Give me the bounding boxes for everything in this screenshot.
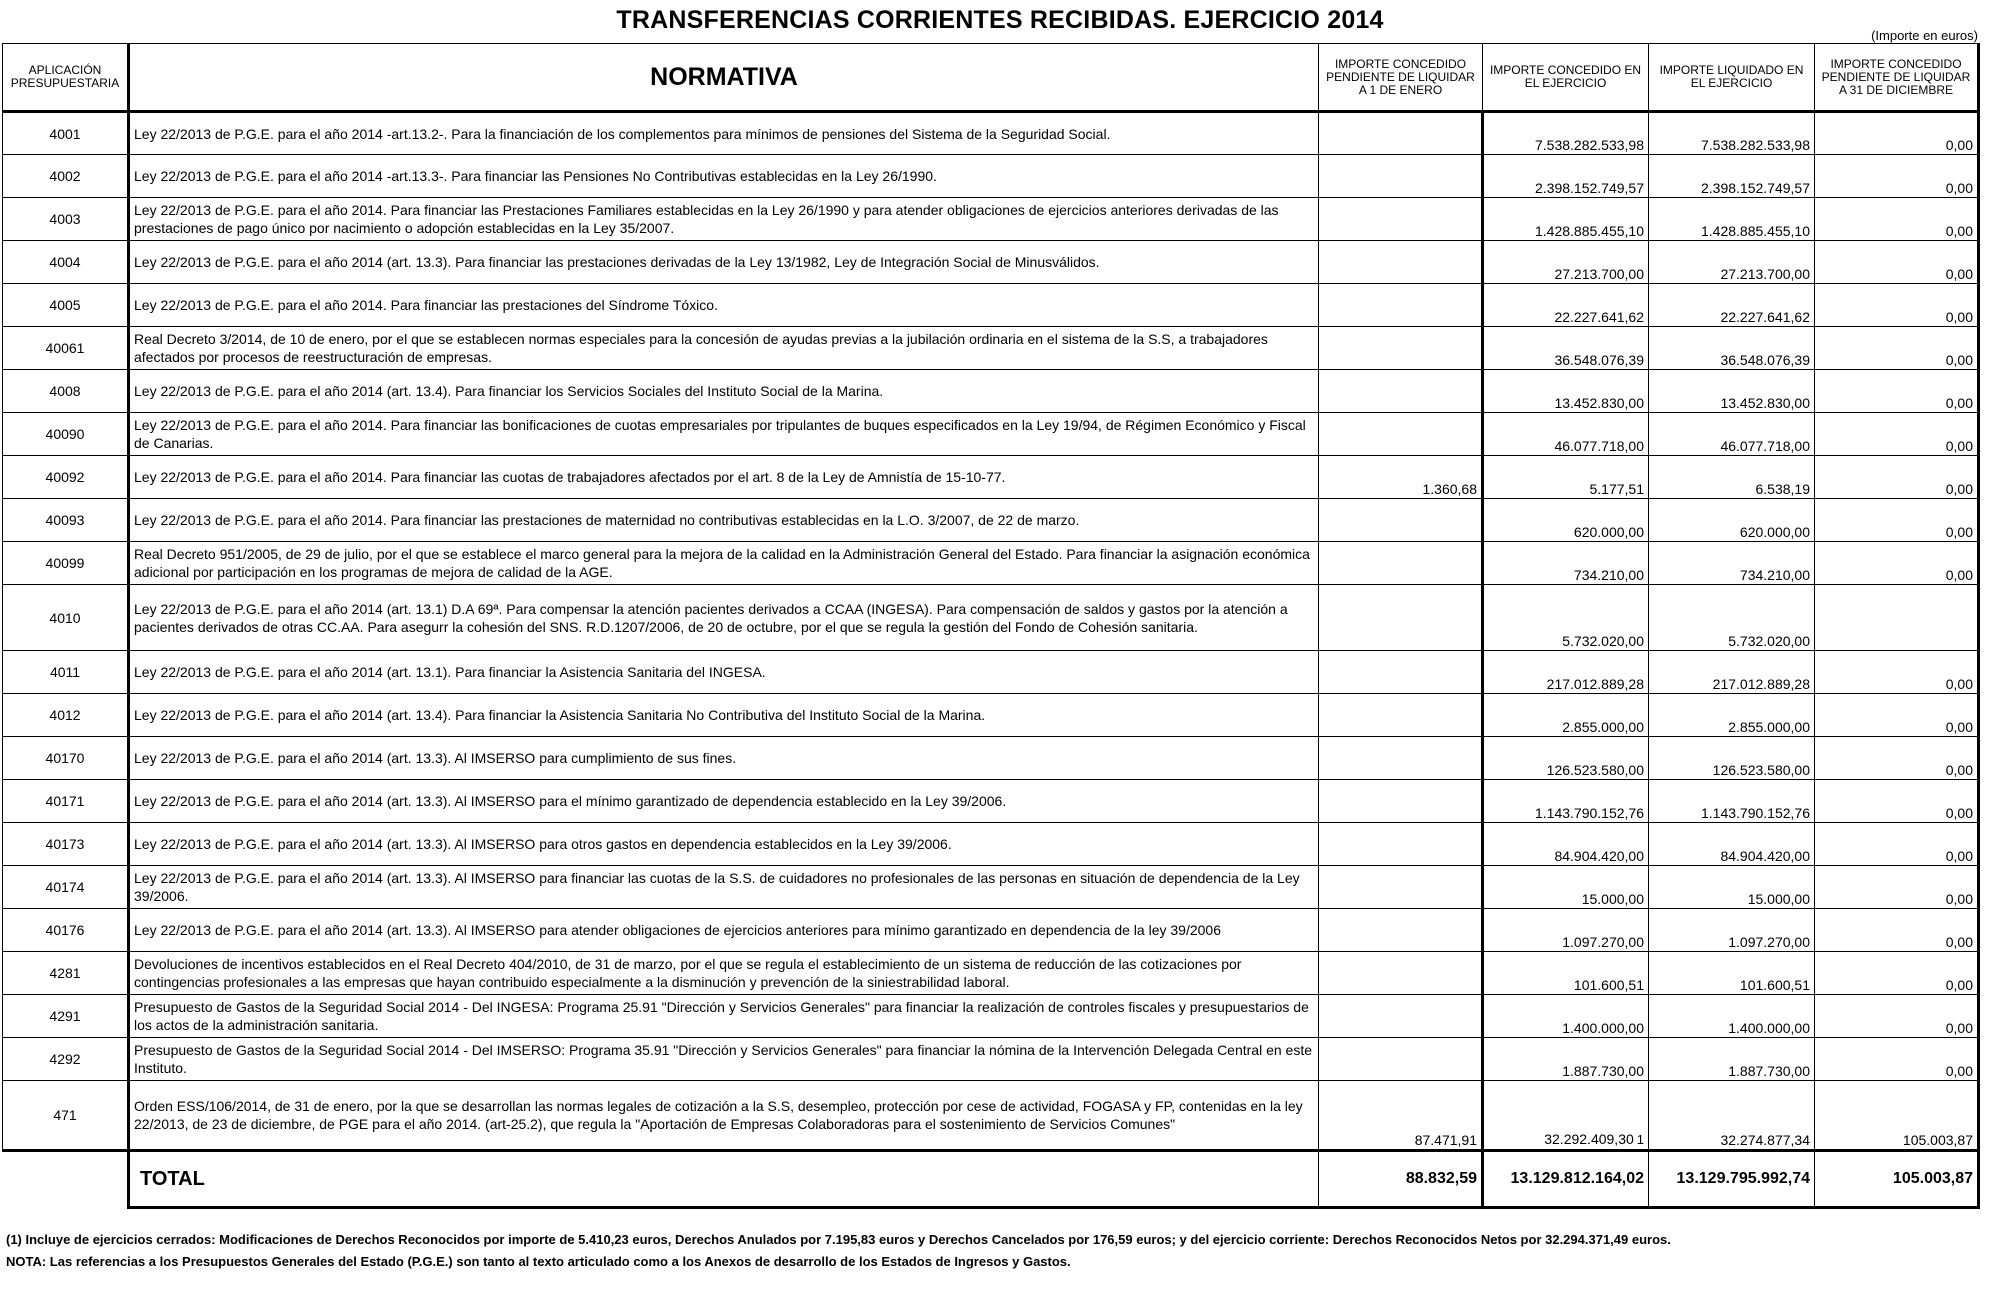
pendiente-fin-value: 0,00: [1815, 327, 1979, 370]
liquidado-value: 22.227.641,62: [1649, 284, 1815, 327]
header-concedido: IMPORTE CONCEDIDO EN EL EJERCICIO: [1483, 44, 1649, 112]
normativa-text: Ley 22/2013 de P.G.E. para el año 2014 (art. 13.3). Al IMSERSO para financiar las cuotas de la S.S. de cuidadores no profesionales de las personas en situación de dependencia de la Ley 39/2006.: [129, 866, 1319, 909]
normativa-text: Ley 22/2013 de P.G.E. para el año 2014 (art. 13.1) D.A 69ª. Para compensar la atención pacientes derivados a CCAA (INGESA). Para compensación de saldos y gastos por la atención a pacientes derivados de otras CC.AA. Para asegurr la cohesión del SNS. R.D.1207/2006, de 20 de octubre, por el que se regula la gestión del Fondo de Cohesión sanitaria.: [129, 585, 1319, 651]
pendiente-fin-value: 0,00: [1815, 284, 1979, 327]
normativa-text: Ley 22/2013 de P.G.E. para el año 2014 -art.13.2-. Para la financiación de los complementos para mínimos de pensiones del Sistema de la Seguridad Social.: [129, 112, 1319, 155]
pendiente-fin-value: 0,00: [1815, 456, 1979, 499]
total-pendiente-inicio: 88.832,59: [1319, 1151, 1483, 1208]
liquidado-value: 126.523.580,00: [1649, 737, 1815, 780]
pendiente-fin-value: 0,00: [1815, 866, 1979, 909]
pendiente-fin-value: 0,00: [1815, 780, 1979, 823]
aplicacion-code: 40093: [3, 499, 129, 542]
pendiente-fin-value: 0,00: [1815, 737, 1979, 780]
pendiente-inicio-value: [1319, 327, 1483, 370]
pendiente-inicio-value: 87.471,91: [1319, 1081, 1483, 1151]
liquidado-value: 101.600,51: [1649, 952, 1815, 995]
normativa-text: Ley 22/2013 de P.G.E. para el año 2014 (art. 13.3). Para financiar las prestaciones derivadas de la Ley 13/1982, Ley de Integración Social de Minusválidos.: [129, 241, 1319, 284]
aplicacion-code: 40061: [3, 327, 129, 370]
pendiente-inicio-value: [1319, 651, 1483, 694]
liquidado-value: 620.000,00: [1649, 499, 1815, 542]
concedido-value: 620.000,00: [1483, 499, 1649, 542]
normativa-text: Real Decreto 3/2014, de 10 de enero, por el que se establecen normas especiales para la concesión de ayudas previas a la jubilación ordinaria en el sistema de la S.S, a trabajadores afectados por procesos de reestructuración de empresas.: [129, 327, 1319, 370]
header-liquidado: IMPORTE LIQUIDADO EN EL EJERCICIO: [1649, 44, 1815, 112]
table-row: [3, 284, 1979, 327]
aplicacion-code: 4005: [3, 284, 129, 327]
table-row: [3, 737, 1979, 780]
pendiente-fin-value: 0,00: [1815, 413, 1979, 456]
table-row: [3, 823, 1979, 866]
table-row: [3, 499, 1979, 542]
pendiente-fin-value: 0,00: [1815, 155, 1979, 198]
pendiente-fin-value: 0,00: [1815, 198, 1979, 241]
table-row: [3, 585, 1979, 651]
normativa-text: Ley 22/2013 de P.G.E. para el año 2014. Para financiar las prestaciones de maternidad no contributivas establecidas en la L.O. 3/2007, de 22 de marzo.: [129, 499, 1319, 542]
table-body: [3, 112, 1979, 1208]
liquidado-value: 13.452.830,00: [1649, 370, 1815, 413]
concedido-value: 217.012.889,28: [1483, 651, 1649, 694]
aplicacion-code: 4012: [3, 694, 129, 737]
unit-note: (Importe en euros): [1871, 28, 1978, 43]
footnote-1: (1) Incluye de ejercicios cerrados: Modificaciones de Derechos Reconocidos por importe de 5.410,23 euros, Derechos Anulados por 7.195,83 euros y Derechos Cancelados por 176,59 euros; y del ejercicio corriente: Derechos Reconocidos Netos por 32.294.371,49 euros.: [6, 1232, 1671, 1247]
pendiente-inicio-value: [1319, 370, 1483, 413]
table-row: [3, 155, 1979, 198]
pendiente-inicio-value: [1319, 694, 1483, 737]
total-pendiente-fin: 105.003,87: [1815, 1151, 1979, 1208]
pendiente-inicio-value: [1319, 284, 1483, 327]
liquidado-value: 1.097.270,00: [1649, 909, 1815, 952]
pendiente-inicio-value: [1319, 909, 1483, 952]
liquidado-value: 2.398.152.749,57: [1649, 155, 1815, 198]
page-title: TRANSFERENCIAS CORRIENTES RECIBIDAS. EJERCICIO 2014: [616, 6, 1384, 34]
total-blank-cell: [3, 1151, 129, 1208]
normativa-text: Ley 22/2013 de P.G.E. para el año 2014 (art. 13.3). Al IMSERSO para otros gastos en dependencia establecidos en la Ley 39/2006.: [129, 823, 1319, 866]
pendiente-fin-value: 0,00: [1815, 241, 1979, 284]
aplicacion-code: 40174: [3, 866, 129, 909]
pendiente-fin-value: 0,00: [1815, 651, 1979, 694]
table-row: [3, 198, 1979, 241]
aplicacion-code: 4292: [3, 1038, 129, 1081]
liquidado-value: 1.428.885.455,10: [1649, 198, 1815, 241]
concedido-value: 1.400.000,00: [1483, 995, 1649, 1038]
normativa-text: Ley 22/2013 de P.G.E. para el año 2014 (art. 13.3). Al IMSERSO para el mínimo garantizado de dependencia establecido en la Ley 39/2006.: [129, 780, 1319, 823]
pendiente-fin-value: 0,00: [1815, 499, 1979, 542]
pendiente-inicio-value: [1319, 737, 1483, 780]
total-row: [3, 1151, 1979, 1208]
concedido-value: 15.000,00: [1483, 866, 1649, 909]
pendiente-inicio-value: [1319, 413, 1483, 456]
normativa-text: Orden ESS/106/2014, de 31 de enero, por la que se desarrollan las normas legales de cotización a la S.S, desempleo, protección por cese de actividad, FOGASA y FP, contenidas en la ley 22/2013, de 23 de diciembre, de PGE para el año 2014. (art-25.2), que regula la "Aportación de Empresas Colaboradoras para el sostenimiento de Servicios Comunes": [129, 1081, 1319, 1151]
concedido-value: 101.600,51: [1483, 952, 1649, 995]
liquidado-value: 734.210,00: [1649, 542, 1815, 585]
liquidado-value: 32.274.877,34: [1649, 1081, 1815, 1151]
normativa-text: Ley 22/2013 de P.G.E. para el año 2014 (art. 13.4). Para financiar la Asistencia Sanitaria No Contributiva del Instituto Social de la Marina.: [129, 694, 1319, 737]
header-aplicacion: APLICACIÓN PRESUPUESTARIA: [3, 44, 129, 112]
normativa-text: Presupuesto de Gastos de la Seguridad Social 2014 - Del IMSERSO: Programa 35.91 "Dirección y Servicios Generales" para financiar la nómina de la Intervención Delegada Central en este Instituto.: [129, 1038, 1319, 1081]
table-row: [3, 694, 1979, 737]
transfers-table: [2, 43, 1980, 1209]
pendiente-inicio-value: [1319, 198, 1483, 241]
table-row: [3, 909, 1979, 952]
table-row: [3, 542, 1979, 585]
concedido-value: 2.855.000,00: [1483, 694, 1649, 737]
aplicacion-code: 4011: [3, 651, 129, 694]
table-header-row: [3, 44, 1979, 112]
aplicacion-code: 4001: [3, 112, 129, 155]
table-row: [3, 1038, 1979, 1081]
liquidado-value: 1.400.000,00: [1649, 995, 1815, 1038]
table-row: [3, 995, 1979, 1038]
pendiente-inicio-value: [1319, 995, 1483, 1038]
liquidado-value: 1.143.790.152,76: [1649, 780, 1815, 823]
pendiente-fin-value: 0,00: [1815, 909, 1979, 952]
table-row: [3, 866, 1979, 909]
aplicacion-code: 4002: [3, 155, 129, 198]
liquidado-value: 6.538,19: [1649, 456, 1815, 499]
table-row: [3, 112, 1979, 155]
liquidado-value: 2.855.000,00: [1649, 694, 1815, 737]
concedido-value: 1.428.885.455,10: [1483, 198, 1649, 241]
liquidado-value: 5.732.020,00: [1649, 585, 1815, 651]
pendiente-fin-value: 0,00: [1815, 694, 1979, 737]
concedido-value: 7.538.282.533,98: [1483, 112, 1649, 155]
concedido-value: 84.904.420,00: [1483, 823, 1649, 866]
pendiente-inicio-value: [1319, 155, 1483, 198]
aplicacion-code: 40171: [3, 780, 129, 823]
pendiente-fin-value: 0,00: [1815, 995, 1979, 1038]
pendiente-inicio-value: [1319, 780, 1483, 823]
aplicacion-code: 40099: [3, 542, 129, 585]
normativa-text: Ley 22/2013 de P.G.E. para el año 2014 (art. 13.4). Para financiar los Servicios Sociales del Instituto Social de la Marina.: [129, 370, 1319, 413]
normativa-text: Ley 22/2013 de P.G.E. para el año 2014 -art.13.3-. Para financiar las Pensiones No Contributivas establecidas en la Ley 26/1990.: [129, 155, 1319, 198]
aplicacion-code: 471: [3, 1081, 129, 1151]
aplicacion-code: 40176: [3, 909, 129, 952]
pendiente-inicio-value: [1319, 823, 1483, 866]
liquidado-value: 15.000,00: [1649, 866, 1815, 909]
normativa-text: Ley 22/2013 de P.G.E. para el año 2014 (art. 13.3). Al IMSERSO para cumplimiento de sus fines.: [129, 737, 1319, 780]
header-pendiente-fin: IMPORTE CONCEDIDO PENDIENTE DE LIQUIDAR A 31 DE DICIEMBRE: [1815, 44, 1979, 112]
liquidado-value: 27.213.700,00: [1649, 241, 1815, 284]
table-row: [3, 413, 1979, 456]
table-row: [3, 952, 1979, 995]
table-row: [3, 651, 1979, 694]
pendiente-inicio-value: 1.360,68: [1319, 456, 1483, 499]
concedido-value: 27.213.700,00: [1483, 241, 1649, 284]
liquidado-value: 217.012.889,28: [1649, 651, 1815, 694]
normativa-text: Presupuesto de Gastos de la Seguridad Social 2014 - Del INGESA: Programa 25.91 "Dirección y Servicios Generales" para financiar la realización de controles fiscales y presupuestarios de los actos de la administración sanitaria.: [129, 995, 1319, 1038]
concedido-value: 1.143.790.152,76: [1483, 780, 1649, 823]
concedido-value: 5.177,51: [1483, 456, 1649, 499]
liquidado-value: 36.548.076,39: [1649, 327, 1815, 370]
header-normativa: NORMATIVA: [129, 44, 1319, 112]
total-liquidado: 13.129.795.992,74: [1649, 1151, 1815, 1208]
footnote-ref-mark: 1: [1636, 1132, 1644, 1147]
concedido-value: 126.523.580,00: [1483, 737, 1649, 780]
aplicacion-code: 4008: [3, 370, 129, 413]
pendiente-fin-value: 0,00: [1815, 952, 1979, 995]
table-row: [3, 1081, 1979, 1151]
liquidado-value: 7.538.282.533,98: [1649, 112, 1815, 155]
pendiente-fin-value: 0,00: [1815, 823, 1979, 866]
pendiente-inicio-value: [1319, 241, 1483, 284]
aplicacion-code: 4004: [3, 241, 129, 284]
table-row: [3, 370, 1979, 413]
normativa-text: Real Decreto 951/2005, de 29 de julio, por el que se establece el marco general para la mejora de la calidad en la Administración General del Estado. Para financiar la asignación económica adicional por participación en los programas de mejora de calidad de la AGE.: [129, 542, 1319, 585]
concedido-value-text: 32.292.409,30: [1544, 1131, 1634, 1147]
total-label: TOTAL: [129, 1151, 1319, 1208]
pendiente-fin-value: 0,00: [1815, 542, 1979, 585]
total-concedido: 13.129.812.164,02: [1483, 1151, 1649, 1208]
concedido-value: 2.398.152.749,57: [1483, 155, 1649, 198]
concedido-value: 22.227.641,62: [1483, 284, 1649, 327]
liquidado-value: 84.904.420,00: [1649, 823, 1815, 866]
pendiente-fin-value: 0,00: [1815, 112, 1979, 155]
normativa-text: Ley 22/2013 de P.G.E. para el año 2014. Para financiar las prestaciones del Síndrome Tóxico.: [129, 284, 1319, 327]
pendiente-fin-value: 105.003,87: [1815, 1081, 1979, 1151]
table-row: [3, 241, 1979, 284]
aplicacion-code: 40173: [3, 823, 129, 866]
table-row: [3, 780, 1979, 823]
aplicacion-code: 4291: [3, 995, 129, 1038]
liquidado-value: 46.077.718,00: [1649, 413, 1815, 456]
table-row: [3, 327, 1979, 370]
aplicacion-code: 4010: [3, 585, 129, 651]
concedido-value: 734.210,00: [1483, 542, 1649, 585]
aplicacion-code: 40092: [3, 456, 129, 499]
normativa-text: Ley 22/2013 de P.G.E. para el año 2014. Para financiar las bonificaciones de cuotas empresariales por tripulantes de buques especificados en la Ley 19/94, de Régimen Económico y Fiscal de Canarias.: [129, 413, 1319, 456]
concedido-value: 1.097.270,00: [1483, 909, 1649, 952]
concedido-value: [1483, 1081, 1649, 1151]
table-row: [3, 456, 1979, 499]
pendiente-inicio-value: [1319, 112, 1483, 155]
pendiente-inicio-value: [1319, 499, 1483, 542]
pendiente-inicio-value: [1319, 866, 1483, 909]
concedido-value: 5.732.020,00: [1483, 585, 1649, 651]
aplicacion-code: 40090: [3, 413, 129, 456]
aplicacion-code: 4003: [3, 198, 129, 241]
concedido-value: 46.077.718,00: [1483, 413, 1649, 456]
normativa-text: Ley 22/2013 de P.G.E. para el año 2014 (art. 13.1). Para financiar la Asistencia Sanitaria del INGESA.: [129, 651, 1319, 694]
footnote-nota: NOTA: Las referencias a los Presupuestos Generales del Estado (P.G.E.) son tanto al texto articulado como a los Anexos de desarrollo de los Estados de Ingresos y Gastos.: [6, 1254, 1071, 1269]
header-pendiente-inicio: IMPORTE CONCEDIDO PENDIENTE DE LIQUIDAR A 1 DE ENERO: [1319, 44, 1483, 112]
concedido-value: 13.452.830,00: [1483, 370, 1649, 413]
aplicacion-code: 40170: [3, 737, 129, 780]
pendiente-inicio-value: [1319, 542, 1483, 585]
pendiente-fin-value: [1815, 585, 1979, 651]
normativa-text: Devoluciones de incentivos establecidos en el Real Decreto 404/2010, de 31 de marzo, por el que se regula el establecimiento de un sistema de reducción de las cotizaciones por contingencias profesionales a las empresas que hayan contribuido especialmente a la disminución y prevención de la siniestrabilidad laboral.: [129, 952, 1319, 995]
pendiente-inicio-value: [1319, 1038, 1483, 1081]
pendiente-inicio-value: [1319, 585, 1483, 651]
concedido-value: 36.548.076,39: [1483, 327, 1649, 370]
normativa-text: Ley 22/2013 de P.G.E. para el año 2014. Para financiar las Prestaciones Familiares establecidas en la Ley 26/1990 y para atender obligaciones de ejercicios anteriores derivadas de las prestaciones de pago único por nacimiento o adopción establecidas en la Ley 35/2007.: [129, 198, 1319, 241]
aplicacion-code: 4281: [3, 952, 129, 995]
normativa-text: Ley 22/2013 de P.G.E. para el año 2014 (art. 13.3). Al IMSERSO para atender obligaciones de ejercicios anteriores para mínimo garantizado en dependencia de la ley 39/2006: [129, 909, 1319, 952]
pendiente-fin-value: 0,00: [1815, 1038, 1979, 1081]
pendiente-inicio-value: [1319, 952, 1483, 995]
concedido-value: 1.887.730,00: [1483, 1038, 1649, 1081]
pendiente-fin-value: 0,00: [1815, 370, 1979, 413]
normativa-text: Ley 22/2013 de P.G.E. para el año 2014. Para financiar las cuotas de trabajadores afectados por el art. 8 de la Ley de Amnistía de 15-10-77.: [129, 456, 1319, 499]
liquidado-value: 1.887.730,00: [1649, 1038, 1815, 1081]
